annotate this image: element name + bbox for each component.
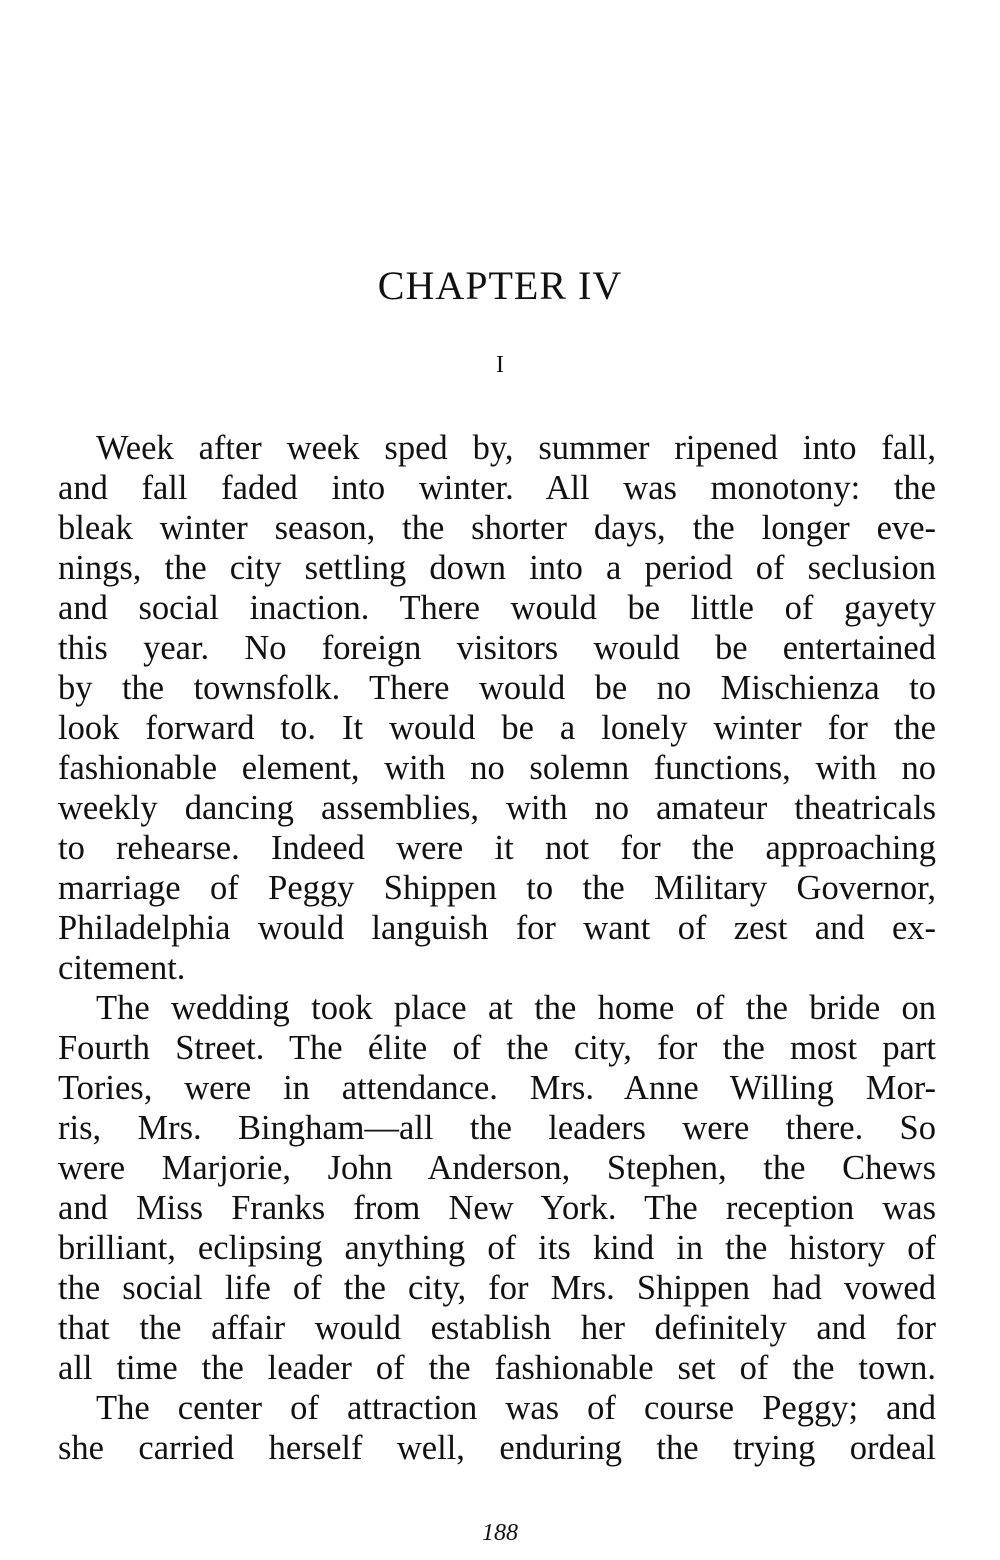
paragraph-1-line-13: Philadelphia would languish for want of zest and ex-	[58, 909, 936, 947]
paragraph-1-line-12: marriage of Peggy Shippen to the Military Governor,	[58, 869, 936, 907]
paragraph-1-line-1: Week after week sped by, summer ripened into fall,	[96, 429, 936, 467]
chapter-title: CHAPTER IV	[377, 263, 623, 308]
paragraph-1-line-14: citement.	[58, 949, 186, 987]
paragraph-2-line-6: and Miss Franks from New York. The reception was	[58, 1189, 936, 1227]
paragraph-1-line-11: to rehearse. Indeed were it not for the approaching	[58, 829, 936, 867]
paragraph-2-line-8: the social life of the city, for Mrs. Shippen had vowed	[58, 1269, 936, 1307]
paragraph-2-line-2: Fourth Street. The élite of the city, for the most part	[58, 1029, 936, 1067]
paragraph-2-line-10: all time the leader of the fashionable set of the town.	[58, 1349, 936, 1387]
paragraph-2-line-3: Tories, were in attendance. Mrs. Anne Willing Mor-	[58, 1069, 936, 1107]
paragraph-1-line-4: nings, the city settling down into a period of seclusion	[58, 549, 936, 587]
body-text	[58, 428, 936, 1468]
paragraph-1-line-9: fashionable element, with no solemn functions, with no	[58, 749, 936, 787]
section-number: I	[496, 352, 504, 378]
paragraph-3-line-1: The center of attraction was of course Peggy; and	[96, 1389, 936, 1427]
paragraph-1-line-2: and fall faded into winter. All was monotony: the	[58, 469, 936, 507]
paragraph-2-line-4: ris, Mrs. Bingham—all the leaders were there. So	[58, 1109, 936, 1147]
paragraph-3-line-2: she carried herself well, enduring the trying ordeal	[58, 1429, 936, 1467]
paragraph-1-line-6: this year. No foreign visitors would be entertained	[58, 629, 936, 667]
paragraph-2-line-1: The wedding took place at the home of the bride on	[96, 989, 936, 1027]
paragraph-2-line-9: that the affair would establish her definitely and for	[58, 1309, 936, 1347]
paragraph-2-line-7: brilliant, eclipsing anything of its kind in the history of	[58, 1229, 936, 1267]
paragraph-1-line-10: weekly dancing assemblies, with no amateur theatricals	[58, 789, 936, 827]
paragraph-1-line-7: by the townsfolk. There would be no Mischienza to	[58, 669, 936, 707]
paragraph-2-line-5: were Marjorie, John Anderson, Stephen, the Chews	[58, 1149, 936, 1187]
paragraph-1-line-3: bleak winter season, the shorter days, the longer eve-	[58, 509, 936, 547]
page-number: 188	[482, 1520, 518, 1546]
paragraph-1-line-5: and social inaction. There would be little of gayety	[58, 589, 936, 627]
paragraph-1-line-8: look forward to. It would be a lonely winter for the	[58, 709, 936, 747]
